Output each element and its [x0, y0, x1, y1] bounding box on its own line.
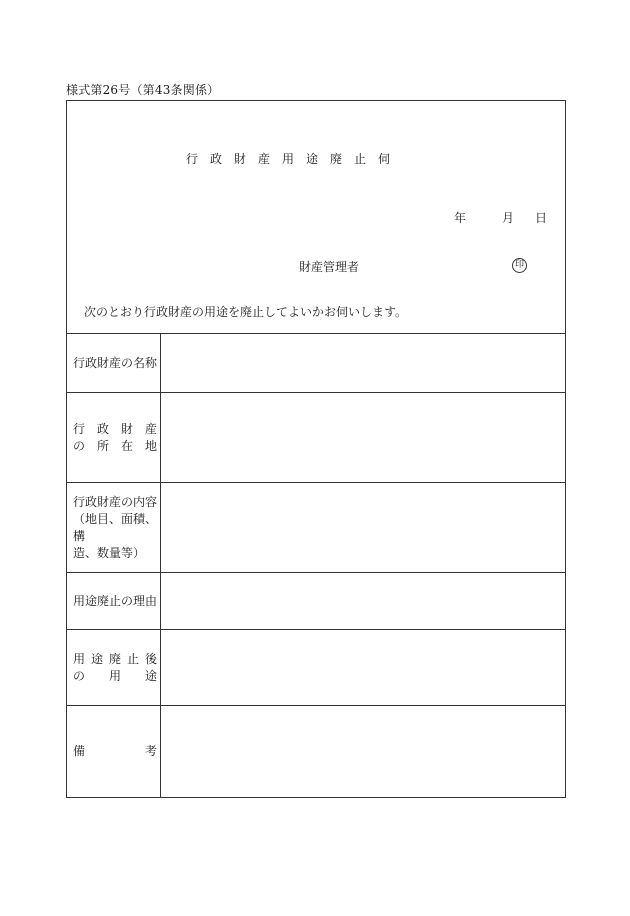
- label-property-contents: [67, 483, 161, 572]
- row-use-after-abolition: [67, 629, 565, 705]
- label-char: 在: [120, 438, 133, 453]
- label-char: 廃: [108, 651, 121, 666]
- label-property-location: [67, 393, 161, 482]
- field-property-location[interactable]: [161, 393, 565, 482]
- label-line: [73, 651, 157, 668]
- row-property-contents: [67, 482, 565, 572]
- form-title: 行政財産用途廃止伺: [185, 152, 402, 166]
- label-char: 考: [144, 744, 157, 758]
- label-line: [73, 668, 157, 685]
- field-abolition-reason[interactable]: [161, 573, 565, 629]
- row-property-location: [67, 392, 565, 482]
- label-char: 途: [144, 668, 157, 683]
- label-abolition-reason: [67, 573, 161, 629]
- field-property-contents[interactable]: [161, 483, 565, 572]
- manager-label: 財産管理者: [299, 260, 360, 274]
- label-char: 所: [96, 438, 109, 453]
- label-char: 地: [144, 438, 157, 453]
- form-number: 様式第26号（第43条関係）: [66, 83, 220, 97]
- label-char: の: [73, 668, 86, 683]
- label-char: 途: [90, 651, 103, 666]
- label-line: 造、数量等）: [73, 545, 146, 560]
- label-char: 財: [120, 421, 133, 436]
- field-use-after-abolition[interactable]: [161, 630, 565, 705]
- label-line: 行政財産の名称: [73, 355, 158, 370]
- field-remarks[interactable]: [161, 706, 565, 797]
- date-year-label: 年: [453, 211, 466, 225]
- seal-mark: 印: [512, 258, 527, 273]
- label-char: の: [73, 438, 86, 453]
- label-line: [73, 438, 157, 455]
- label-property-name: [67, 334, 161, 392]
- row-property-name: [67, 333, 565, 392]
- label-char: 備: [73, 744, 86, 758]
- label-line: （地目、面積、構: [73, 511, 158, 543]
- label-line: 用途廃止の理由: [73, 593, 158, 608]
- label-char: 後: [144, 651, 157, 666]
- label-line: 行政財産の内容: [73, 494, 158, 509]
- label-use-after-abolition: [67, 630, 161, 705]
- label-char: 用: [108, 668, 121, 683]
- label-remarks: [67, 706, 161, 797]
- date-line: [454, 209, 547, 226]
- field-property-name[interactable]: [161, 334, 565, 392]
- label-line: [73, 421, 157, 438]
- label-char: 用: [73, 651, 86, 666]
- request-statement: 次のとおり行政財産の用途を廃止してよいかお伺いします。: [84, 305, 408, 319]
- label-char: 産: [144, 421, 157, 436]
- label-char: 止: [126, 651, 139, 666]
- form-header: [67, 101, 565, 333]
- form-frame: [66, 100, 566, 798]
- row-abolition-reason: [67, 572, 565, 629]
- label-line: [73, 743, 157, 760]
- label-char: 政: [96, 421, 109, 436]
- row-remarks: [67, 705, 565, 797]
- date-month-label: 月: [501, 211, 514, 225]
- label-char: 行: [73, 421, 86, 436]
- date-day-label: 日: [534, 211, 547, 225]
